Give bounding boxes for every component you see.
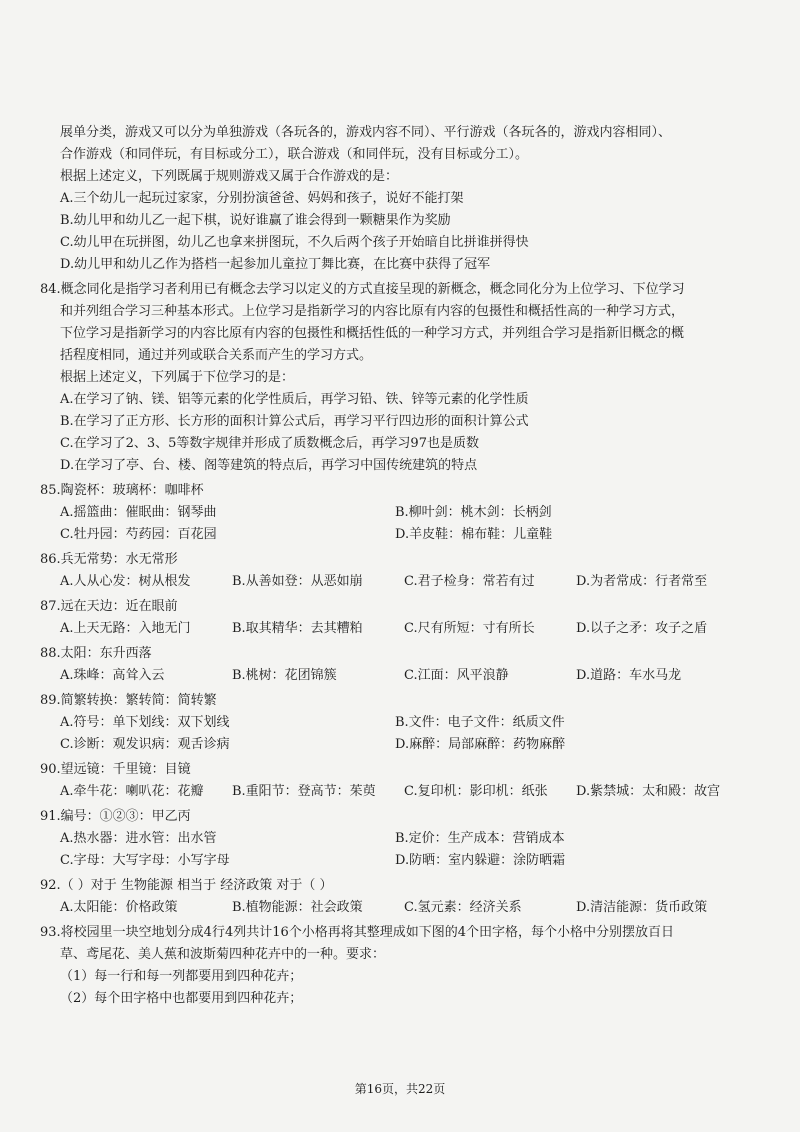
option-c: C.字母：大写字母：小写字母	[60, 853, 230, 868]
question-text: 93.将校园里一块空地划分成4行4列共计16个小格再将其整理成如下图的4个田字格，每个小格中分别摆放百日	[40, 925, 675, 940]
page-number: 第16页，共22页	[354, 1082, 446, 1096]
question-stem: 91.编号：①②③：甲乙丙	[40, 809, 191, 824]
option-b: B.柳叶剑：桃木剑：长柄剑	[395, 505, 552, 520]
question-stem: 87.远在天边：近在眼前	[40, 599, 178, 614]
options-row	[40, 781, 770, 803]
option-b: B.取其精华：去其糟粕	[232, 621, 363, 636]
option-a: A.在学习了钠、镁、铝等元素的化学性质后，再学习铅、铁、锌等元素的化学性质	[60, 392, 529, 407]
question-93	[40, 922, 770, 1010]
page-content	[40, 122, 770, 1010]
question-stem: 89.简繁转换：繁转简：简转繁	[40, 693, 217, 708]
question-text: 84.概念同化是指学习者利用已有概念去学习以定义的方式直接呈现的新概念，概念同化分为上位学习、下位学习	[40, 282, 685, 297]
option-b: B.定价：生产成本：营销成本	[395, 831, 565, 846]
option-d: D.幼儿甲和幼儿乙作为搭档一起参加儿童拉丁舞比赛，在比赛中获得了冠军	[60, 257, 491, 272]
question-text: 括程度相同，通过并列或联合关系而产生的学习方式。	[60, 348, 373, 363]
option-c: C.复印机：影印机：纸张	[404, 784, 548, 799]
option-b: B.文件：电子文件：纸质文件	[395, 715, 565, 730]
option-a: A.太阳能：价格政策	[60, 900, 178, 915]
options-row	[40, 734, 770, 756]
option-d: D.为者常成：行者常至	[576, 574, 708, 589]
question-90	[40, 759, 770, 803]
question-88	[40, 643, 770, 687]
option-d: D.道路：车水马龙	[576, 668, 682, 683]
question-stem: 85.陶瓷杯：玻璃杯：咖啡杯	[40, 483, 204, 498]
question-text: 展单分类，游戏又可以分为单独游戏（各玩各的，游戏内容不同）、平行游戏（各玩各的，游戏内容相同）、	[60, 125, 672, 140]
option-b: B.植物能源：社会政策	[232, 900, 363, 915]
options-row	[40, 618, 770, 640]
question-text: 根据上述定义，下列属于下位学习的是：	[60, 370, 295, 385]
options-row	[40, 665, 770, 687]
question-85	[40, 480, 770, 546]
option-d: D.紫禁城：太和殿：故宫	[576, 784, 721, 799]
question-text: 草、鸢尾花、美人蕉和波斯菊四种花卉中的一种。要求：	[60, 947, 386, 962]
requirement-2: （2）每个田字格中也都要用到四种花卉；	[60, 991, 303, 1006]
option-d: D.在学习了亭、台、楼、阁等建筑的特点后，再学习中国传统建筑的特点	[60, 458, 478, 473]
option-a: A.三个幼儿一起玩过家家，分别扮演爸爸、妈妈和孩子，说好不能打架	[60, 191, 464, 206]
option-a: A.珠峰：高耸入云	[60, 668, 165, 683]
question-stem: 90.望远镜：千里镜：目镜	[40, 762, 191, 777]
option-a: A.摇篮曲：催眠曲：钢琴曲	[60, 505, 217, 520]
option-c: C.氢元素：经济关系	[404, 900, 522, 915]
question-text: 下位学习是指新学习的内容比原有内容的包摄性和概括性低的一种学习方式，并列组合学习是指新旧概念的概	[60, 326, 685, 341]
question-stem: 86.兵无常势：水无常形	[40, 552, 178, 567]
question-86	[40, 549, 770, 593]
question-92	[40, 875, 770, 919]
options-row	[40, 828, 770, 850]
option-a: A.热水器：进水管：出水管	[60, 831, 217, 846]
option-a: A.上天无路：入地无门	[60, 621, 191, 636]
option-a: A.符号：单下划线：双下划线	[60, 715, 230, 730]
option-b: B.从善如登：从恶如崩	[232, 574, 363, 589]
requirement-1: （1）每一行和每一列都要用到四种花卉；	[60, 969, 303, 984]
option-b: B.重阳节：登高节：茱萸	[232, 784, 376, 799]
question-91	[40, 806, 770, 872]
option-d: D.麻醉：局部麻醉：药物麻醉	[395, 737, 566, 752]
option-c: C.牡丹园：芍药园：百花园	[60, 527, 217, 542]
option-b: B.在学习了正方形、长方形的面积计算公式后，再学习平行四边形的面积计算公式	[60, 414, 529, 429]
intro-question	[40, 122, 770, 276]
option-a: A.人从心发：树从根发	[60, 574, 191, 589]
option-c: C.尺有所短：寸有所长	[404, 621, 535, 636]
question-stem: 88.太阳：东升西落	[40, 646, 152, 661]
option-b: B.幼儿甲和幼儿乙一起下棋，说好谁赢了谁会得到一颗糖果作为奖励	[60, 213, 451, 228]
options-row	[40, 571, 770, 593]
question-text: 根据上述定义，下列既属于规则游戏又属于合作游戏的是：	[60, 169, 399, 184]
option-c: C.诊断：观发识病：观舌诊病	[60, 737, 230, 752]
question-text: 和并列组合学习三种基本形式。上位学习是指新学习的内容比原有内容的包摄性和概括性高的一种学习方式，	[60, 304, 685, 319]
option-c: C.君子检身：常若有过	[404, 574, 535, 589]
option-d: D.以子之矛：攻子之盾	[576, 621, 708, 636]
options-row	[40, 712, 770, 734]
question-89	[40, 690, 770, 756]
option-b: B.桃树：花团锦簇	[232, 668, 337, 683]
options-row	[40, 850, 770, 872]
question-84	[40, 279, 770, 477]
options-row	[40, 897, 770, 919]
option-a: A.牵牛花：喇叭花：花瓣	[60, 784, 204, 799]
options-row	[40, 524, 770, 546]
options-row	[40, 502, 770, 524]
option-c: C.在学习了2、3、5等数字规律并形成了质数概念后，再学习97也是质数	[60, 436, 479, 451]
option-d: D.防晒：室内躲避：涂防晒霜	[395, 853, 566, 868]
question-stem: 92.（ ）对于 生物能源 相当于 经济政策 对于（ ）	[40, 878, 333, 893]
option-d: D.羊皮鞋：棉布鞋：儿童鞋	[395, 527, 553, 542]
question-87	[40, 596, 770, 640]
option-d: D.清洁能源：货币政策	[576, 900, 708, 915]
option-c: C.江面：风平浪静	[404, 668, 509, 683]
question-text: 合作游戏（和同伴玩，有目标或分工），联合游戏（和同伴玩，没有目标或分工）。	[60, 147, 529, 162]
option-c: C.幼儿甲在玩拼图，幼儿乙也拿来拼图玩，不久后两个孩子开始暗自比拼谁拼得快	[60, 235, 529, 250]
